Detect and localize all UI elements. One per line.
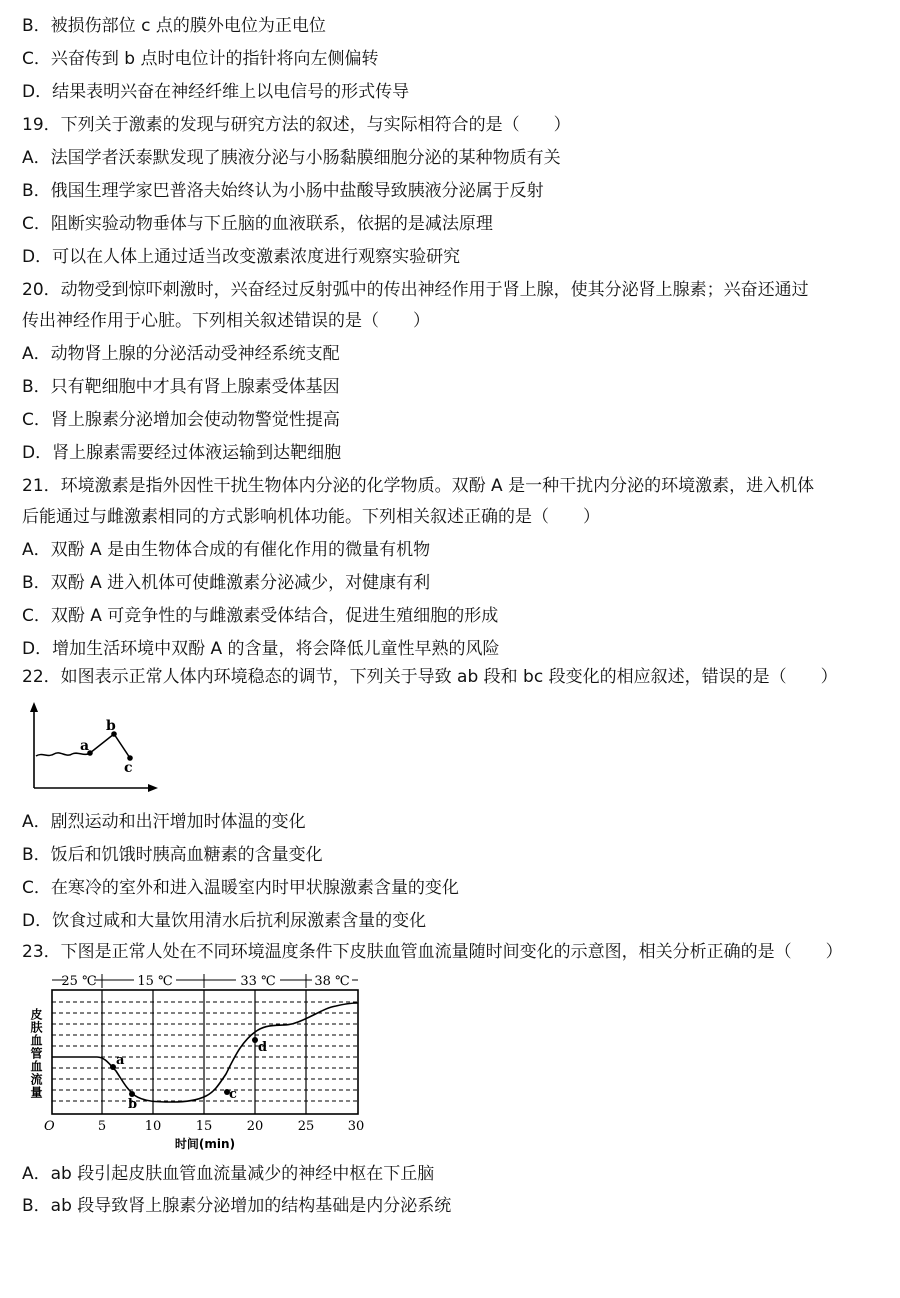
option-b-q20: B．只有靶细胞中才具有肾上腺素受体基因 (22, 377, 340, 397)
figure-q23 (22, 968, 370, 1154)
label-a: a (116, 1053, 125, 1068)
option-d-q19: D．可以在人体上通过适当改变激素浓度进行观察实验研究 (22, 247, 461, 267)
blood-flow-curve (52, 1003, 358, 1102)
option-a-q19: A．法国学者沃泰默发现了胰液分泌与小肠黏膜细胞分泌的某种物质有关 (22, 148, 561, 168)
x-axis-label: 时间(min) (174, 1137, 236, 1151)
option-d-q21: D．增加生活环境中双酚 A 的含量，将会降低儿童性早熟的风险 (22, 639, 500, 659)
temp-38: 38 ℃ (314, 974, 350, 989)
x-tick-30: 30 (347, 1119, 365, 1134)
question-21-stem-line2: 后能通过与雌激素相同的方式影响机体功能。下列相关叙述正确的是（ ） (22, 507, 600, 527)
label-b: b (128, 1097, 138, 1112)
option-b-q23: B．ab 段导致肾上腺素分泌增加的结构基础是内分泌系统 (22, 1196, 452, 1216)
grid-horizontal (52, 1002, 358, 1101)
label-b: b (106, 718, 116, 734)
option-c-q21: C．双酚 A 可竞争性的与雌激素受体结合，促进生殖细胞的形成 (22, 606, 499, 626)
question-20-stem-line1: 20．动物受到惊吓刺激时，兴奋经过反射弧中的传出神经作用于肾上腺，使其分泌肾上腺素；兴奋还通过 (22, 280, 809, 300)
option-c-q18: C．兴奋传到 b 点时电位计的指针将向左侧偏转 (22, 49, 379, 69)
x-tick-10: 10 (144, 1119, 162, 1134)
x-tick-15: 15 (195, 1119, 213, 1134)
temp-33: 33 ℃ (240, 974, 276, 989)
origin-label: O (44, 1119, 55, 1134)
option-c-q20: C．肾上腺素分泌增加会使动物警觉性提高 (22, 410, 340, 430)
label-a: a (80, 738, 90, 754)
option-b-q21: B．双酚 A 进入机体可使雌激素分泌减少，对健康有利 (22, 573, 431, 593)
option-d-q18: D．结果表明兴奋在神经纤维上以电信号的形式传导 (22, 82, 410, 102)
option-c-q19: C．阻断实验动物垂体与下丘脑的血液联系，依据的是减法原理 (22, 214, 493, 234)
plot-frame (52, 990, 358, 1114)
option-b-q22: B．饭后和饥饿时胰高血糖素的含量变化 (22, 845, 323, 865)
option-a-q20: A．动物肾上腺的分泌活动受神经系统支配 (22, 344, 340, 364)
label-c: c (124, 760, 133, 776)
option-a-q21: A．双酚 A 是由生物体合成的有催化作用的微量有机物 (22, 540, 431, 560)
y-axis-label: 皮肤血管血流量 (29, 1008, 43, 1099)
x-tick-25: 25 (297, 1119, 315, 1134)
x-tick-5: 5 (97, 1119, 107, 1134)
y-axis-arrow (30, 702, 38, 712)
temp-25: 25 ℃ (61, 974, 97, 989)
option-d-q22: D．饮食过咸和大量饮用清水后抗利尿激素含量的变化 (22, 911, 427, 931)
x-tick-20: 20 (246, 1119, 264, 1134)
figure-q22 (22, 700, 162, 798)
temp-15: 15 ℃ (137, 974, 173, 989)
x-axis-arrow (148, 784, 158, 792)
option-d-q20: D．肾上腺素需要经过体液运输到达靶细胞 (22, 443, 342, 463)
option-a-q23: A．ab 段引起皮肤血管血流量减少的神经中枢在下丘脑 (22, 1164, 435, 1184)
label-d: d (258, 1040, 268, 1055)
option-a-q22: A．剧烈运动和出汗增加时体温的变化 (22, 812, 306, 832)
question-23-stem: 23．下图是正常人处在不同环境温度条件下皮肤血管血流量随时间变化的示意图，相关分析正确的是（ ） (22, 942, 843, 962)
option-c-q22: C．在寒冷的室外和进入温暖室内时甲状腺激素含量的变化 (22, 878, 459, 898)
question-22-stem: 22．如图表示正常人体内环境稳态的调节，下列关于导致 ab 段和 bc 段变化的相应叙述，错误的是（ ） (22, 667, 838, 687)
question-21-stem-line1: 21．环境激素是指外因性干扰生物体内分泌的化学物质。双酚 A 是一种干扰内分泌的环境激素，进入机体 (22, 476, 815, 496)
label-c: c (229, 1087, 237, 1102)
question-19-stem: 19．下列关于激素的发现与研究方法的叙述，与实际相符合的是（ ） (22, 115, 571, 135)
option-b-q19: B．俄国生理学家巴普洛夫始终认为小肠中盐酸导致胰液分泌属于反射 (22, 181, 544, 201)
option-b-q18: B．被损伤部位 c 点的膜外电位为正电位 (22, 16, 326, 36)
question-20-stem-line2: 传出神经作用于心脏。下列相关叙述错误的是（ ） (22, 311, 430, 331)
